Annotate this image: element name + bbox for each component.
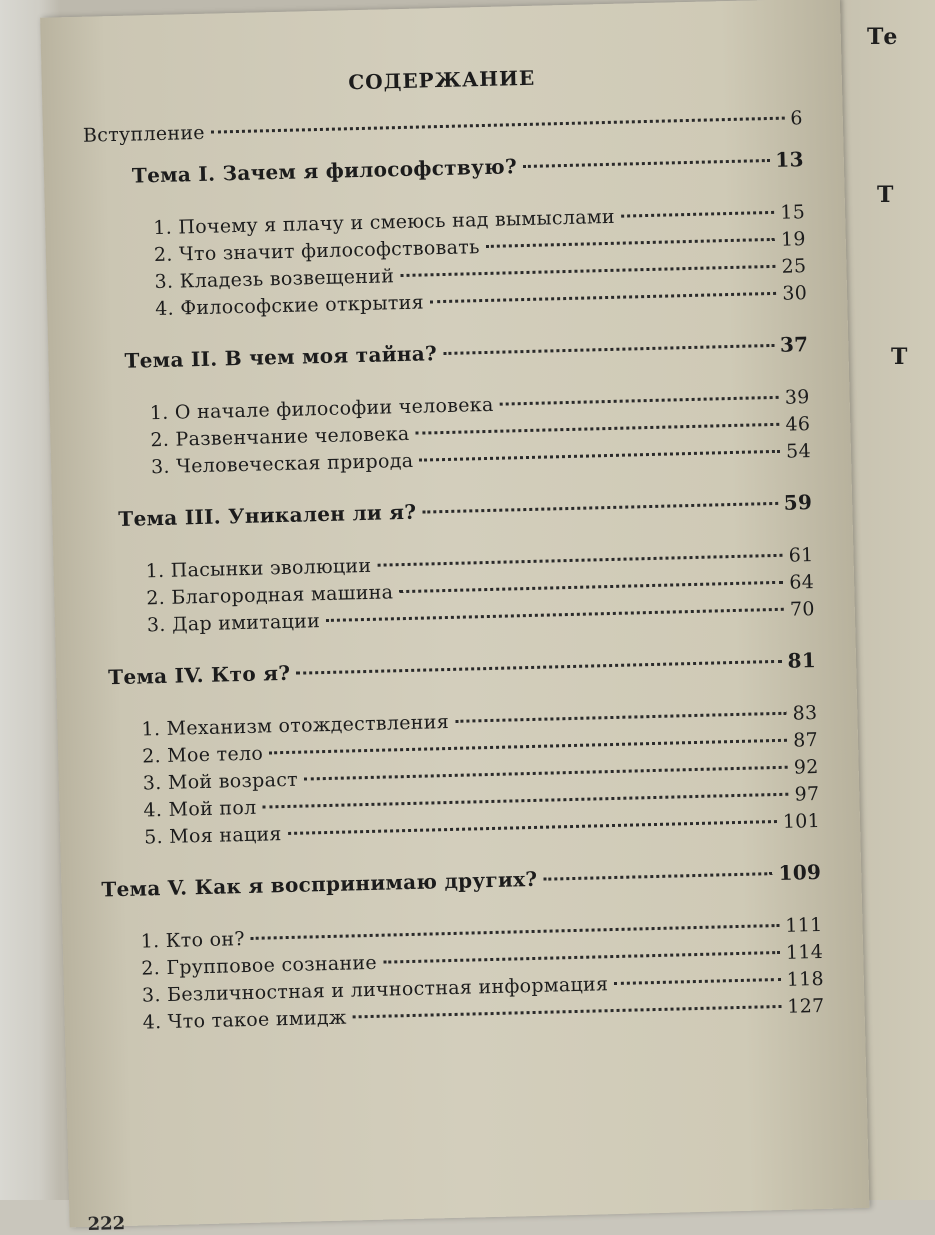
toc-section-page: 70 [789, 598, 816, 621]
facing-page-fragment: Т [877, 182, 894, 208]
toc-section-label: 2. Что значит философствовать [153, 236, 480, 267]
toc-section-page: 111 [785, 913, 823, 937]
leader-dots [251, 924, 780, 940]
leader-dots [415, 423, 779, 435]
leader-dots [543, 872, 772, 881]
toc-topic-page: 81 [787, 648, 817, 673]
toc-section-page: 61 [788, 544, 814, 567]
toc-section-page: 87 [792, 728, 819, 752]
toc-section-label: 4. Философские открытия [155, 291, 425, 321]
toc-section-label: 5. Моя нация [143, 823, 282, 849]
leader-dots [500, 396, 779, 406]
book-page [40, 0, 869, 1235]
toc-section-page: 25 [781, 255, 807, 278]
facing-page-fragment: Т [891, 344, 908, 370]
toc-section-page: 114 [785, 940, 824, 964]
toc-section-label: 2. Мое тело [141, 742, 264, 768]
leader-dots [486, 238, 775, 248]
toc-section-page: 127 [787, 994, 825, 1018]
toc-entry-page: 6 [790, 107, 804, 130]
toc-section-label: 4. Мой пол [143, 796, 257, 822]
toc-section-page: 30 [782, 282, 808, 305]
leader-dots [399, 581, 783, 593]
leader-dots [430, 292, 776, 303]
leader-dots [211, 117, 785, 134]
toc-topic-page: 109 [778, 859, 822, 885]
toc-topic-label: Тема III. Уникален ли я? [118, 499, 417, 532]
toc-entry-label: Вступление [82, 121, 206, 147]
leader-dots [455, 712, 787, 723]
toc-topic-entry [84, 146, 804, 191]
toc-section-page: 64 [789, 571, 815, 594]
toc-topic-entry [88, 331, 808, 376]
toc-topic-entry [101, 859, 821, 904]
toc-section-label: 3. Кладезь возвещений [154, 265, 395, 294]
toc-title: СОДЕРЖАНИЕ [347, 65, 536, 95]
leader-dots [419, 450, 780, 462]
leader-dots [304, 766, 788, 781]
leader-dots [621, 211, 775, 218]
toc-topic-label: Тема I. Зачем я философствую? [131, 154, 518, 188]
leader-dots [262, 793, 788, 809]
leader-dots [422, 502, 777, 514]
toc-topics [84, 146, 825, 1037]
facing-page-fragment: Те [867, 24, 898, 50]
toc-section-page: 39 [784, 386, 810, 409]
leader-dots [443, 344, 774, 355]
leader-dots [383, 951, 780, 964]
toc-section-page: 83 [792, 701, 818, 725]
toc-section-label: 4. Что такое имидж [142, 1006, 347, 1034]
toc-section-label: 1. Почему я плачу и смеюсь над вымыслами [153, 205, 616, 240]
toc-topic-label: Тема II. В чем моя тайна? [124, 341, 438, 373]
toc-topic-page: 37 [779, 332, 809, 357]
toc-section-label: 1. Механизм отождествления [141, 710, 450, 741]
leader-dots [400, 265, 776, 277]
leader-dots [377, 554, 782, 567]
leader-dots [614, 978, 780, 985]
leader-dots [326, 608, 784, 622]
toc-section-label: 3. Мой возраст [142, 768, 299, 795]
table-of-contents [82, 59, 825, 1037]
page-number: 222 [87, 1213, 126, 1235]
toc-section-label: 1. Кто он? [140, 928, 246, 953]
toc-section-label: 1. Пасынки эволюции [145, 554, 372, 583]
toc-topic-page: 13 [775, 147, 805, 172]
toc-section-page: 101 [782, 809, 821, 833]
leader-dots [296, 660, 781, 675]
toc-section-label: 1. О начале философии человека [149, 393, 494, 425]
toc-topic-label: Тема IV. Кто я? [107, 660, 291, 690]
toc-section-label: 2. Развенчание человека [150, 422, 410, 452]
toc-topic-page: 59 [783, 490, 813, 515]
toc-section-page: 118 [786, 967, 825, 991]
toc-section-label: 2. Благородная машина [146, 581, 394, 610]
toc-entry-intro [83, 105, 803, 150]
leader-dots [523, 159, 769, 168]
toc-section-label: 3. Безличностная и личностная информация [141, 973, 609, 1007]
toc-topic-entry [96, 647, 816, 692]
toc-topic-entry [92, 489, 812, 534]
toc-section-page: 15 [780, 201, 806, 224]
leader-dots [288, 820, 777, 835]
leader-dots [353, 1005, 782, 1018]
leader-dots [269, 739, 787, 755]
toc-section-label: 3. Человеческая природа [150, 449, 414, 479]
toc-topic-label: Тема V. Как я воспринимаю других? [101, 866, 538, 902]
toc-section-page: 19 [780, 228, 807, 251]
toc-section-label: 3. Дар имитации [146, 610, 321, 637]
toc-section-page: 92 [793, 755, 819, 779]
toc-section-page: 97 [794, 782, 820, 806]
toc-section-page: 46 [785, 413, 811, 436]
toc-section-page: 54 [785, 440, 812, 463]
toc-section-label: 2. Групповое сознание [141, 951, 378, 980]
